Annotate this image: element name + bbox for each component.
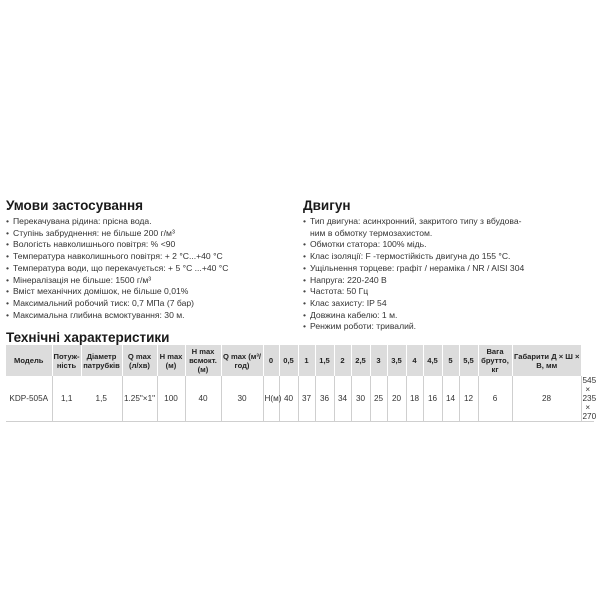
- list-item: • Довжина кабелю: 1 м.: [303, 310, 595, 322]
- table-cell: 40: [279, 376, 298, 422]
- col-header: 5,5: [459, 345, 478, 376]
- list-item: • Вміст механічних домішок, не більше 0,01%: [6, 286, 296, 298]
- table-cell: 6: [478, 376, 512, 422]
- list-item: • Перекачувана рідина: прісна вода.: [6, 216, 296, 228]
- col-header: Модель: [6, 345, 52, 376]
- list-item: • Клас ізоляції: F -термостійкість двигуна до 155 °C.: [303, 251, 595, 263]
- table-header-row: [6, 345, 594, 376]
- table-cell: 18: [406, 376, 423, 422]
- col-header: 4,5: [423, 345, 442, 376]
- list-item: • Клас захисту: IP 54: [303, 298, 595, 310]
- table-cell: 1.25"×1": [122, 376, 157, 422]
- col-header: 2: [334, 345, 351, 376]
- table-cell: 100: [157, 376, 185, 422]
- conditions-list: [6, 216, 296, 321]
- conditions-section: [6, 198, 296, 321]
- table-cell: 30: [351, 376, 370, 422]
- table-cell: 14: [442, 376, 459, 422]
- list-item: • Вологість навколишнього повітря: % <90: [6, 239, 296, 251]
- table-cell: 12: [459, 376, 478, 422]
- col-header: H max (м): [157, 345, 185, 376]
- col-header: Потуж-ність: [52, 345, 81, 376]
- table-cell: 1,1: [52, 376, 81, 422]
- col-header: Q max (л/хв): [122, 345, 157, 376]
- col-header: 1: [298, 345, 315, 376]
- specs-table: [6, 345, 597, 422]
- tech-section: [6, 330, 169, 345]
- table-cell: 25: [370, 376, 387, 422]
- table-cell: 1,5: [81, 376, 122, 422]
- col-header: 3,5: [387, 345, 406, 376]
- table-cell: KDP-505A: [6, 376, 52, 422]
- col-header: 3: [370, 345, 387, 376]
- table-cell: 545 × 235 × 270: [582, 376, 597, 421]
- table-cell: 30: [221, 376, 263, 422]
- motor-list: [303, 216, 595, 333]
- col-header: Діаметр патрубків: [81, 345, 122, 376]
- motor-section: [303, 198, 595, 333]
- list-item: • Ренжим роботи: тривалий.: [303, 321, 595, 333]
- col-header: 1,5: [315, 345, 334, 376]
- list-item: • Ступінь забруднення: не більше 200 г/м³: [6, 228, 296, 240]
- conditions-title: Умови застосування: [6, 198, 144, 213]
- list-item: • Тип двигуна: асинхронний, закритого типу з вбудова-: [303, 216, 595, 228]
- table-cell: 40: [185, 376, 221, 422]
- col-header: Вага брутто, кг: [478, 345, 512, 376]
- table-cell: 37: [298, 376, 315, 422]
- table-cell: 34: [334, 376, 351, 422]
- col-header: Q max (м³/год): [221, 345, 263, 376]
- col-header: 0,5: [279, 345, 298, 376]
- list-item: • Максимальна глибина всмоктування: 30 м.: [6, 310, 296, 322]
- list-item: • Мінералізація не більше: 1500 г/м³: [6, 275, 296, 287]
- col-header: Габарити Д × Ш × В, мм: [512, 345, 581, 376]
- list-item: • Частота: 50 Гц: [303, 286, 595, 298]
- table-cell: 16: [423, 376, 442, 422]
- col-header: 4: [406, 345, 423, 376]
- col-header: 2,5: [351, 345, 370, 376]
- table-row: [6, 376, 594, 422]
- list-item: • Температура води, що перекачується: + 5 °C ...+40 °C: [6, 263, 296, 275]
- tech-title: Технічні характеристики: [6, 330, 170, 345]
- list-item: • Ущільнення торцеве: графіт / нераміка / NR / AISI 304: [303, 263, 595, 275]
- list-item: • Обмотки статора: 100% мідь.: [303, 239, 595, 251]
- col-header: 5: [442, 345, 459, 376]
- list-item: ним в обмотку термозахистом.: [310, 227, 433, 238]
- motor-title: Двигун: [303, 198, 351, 213]
- list-item: • Максимальний робочий тиск: 0,7 МПа (7 бар): [6, 298, 296, 310]
- table-cell: 20: [387, 376, 406, 422]
- col-header: 0: [263, 345, 279, 376]
- table-cell: 36: [315, 376, 334, 422]
- col-header: H max всмокт. (м): [185, 345, 221, 376]
- list-item: • Напруга: 220-240 В: [303, 275, 595, 287]
- table-cell: 28: [512, 376, 581, 422]
- table-cell: H(м): [263, 376, 279, 422]
- list-item: • Температура навколишнього повітря: + 2 °C...+40 °C: [6, 251, 296, 263]
